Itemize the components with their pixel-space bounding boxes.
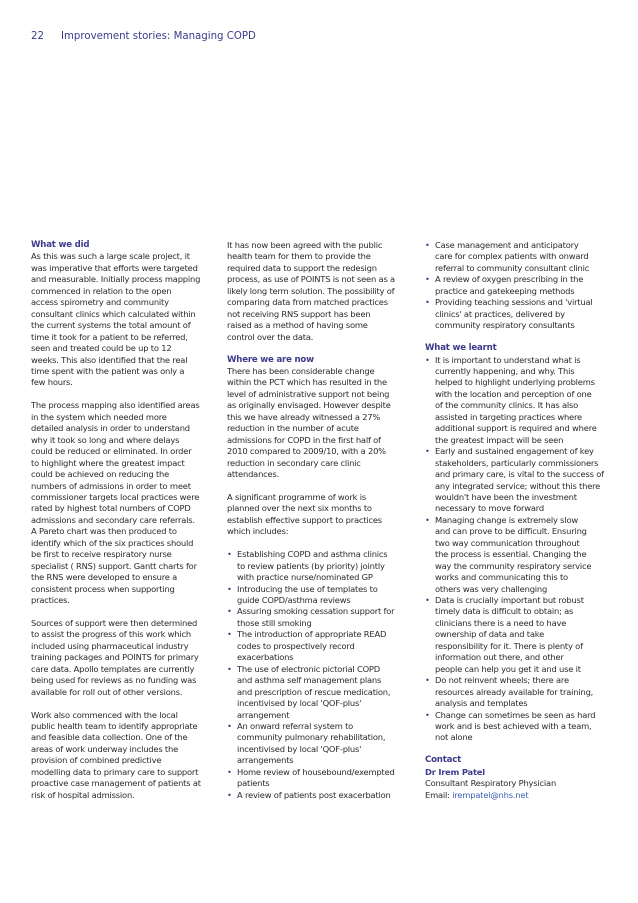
contact-block [425,755,613,801]
page-header [31,31,256,42]
section-heading-what-we-did: What we did [31,240,90,250]
paragraph: There has been considerable change within the PCT which has resulted in the level of administrative support not being as originally envisaged. However despite this we have already witnessed a 27% reduction in the number of acute admissions for COPD in the first half of 2010 compared to 2009/10, with a 20% reduction in secondary care clinic attendances. [227,365,391,480]
page-number: 22 [31,31,44,42]
paragraph: The process mapping also identified areas in the system which needed more detailed analysis in order to understand why it took so long and where delays could be reduced or eliminated. In order to highlight where the greatest impact could be achieved on reducing the numbers of admissions in order to meet commissioner targets local practices were rated by highest total numbers of COPD admissions and secondary care referrals. A Pareto chart was then produced to identify which of the six practices should be first to receive respiratory nurse specialist ( RNS) support. Gantt charts for the RNS were developed to ensure a consistent process when supporting practices. [31,400,200,606]
contact-role: Consultant Respiratory Physician [425,778,557,789]
list-item: • Early and sustained engagement of key stakeholders, particularly commissioners and primary care, is vital to the success of any integrated service; without this there wouldn't have been the investment necessary to move forward [425,446,613,515]
section-heading-what-we-learnt: What we learnt [425,343,497,354]
column-2 [227,240,412,801]
paragraph: Sources of support were then determined to assist the progress of this work which included using pharmaceutical industry training packages and POINTS for primary care data. Apollo templates are currently being used for reviews as no funding was available for roll out of other versions. [31,617,199,697]
list-item: • The use of electronic pictorial COPD and asthma self management plans and prescription of rescue medication, incentivised by local 'QOF-plus' arrangement [227,664,412,721]
lessons-list [425,355,613,744]
list-item: • A review of oxygen prescribing in the practice and gatekeeping methods [425,274,613,297]
paragraph: As this was such a large scale project, it was imperative that efforts were targeted and measurable. Initially process mapping commenced in relation to the open access spirometry and community consultant clinics which calculated within the current systems the total amount of time it took for a patient to be referred, seen and treated could be up to 12 weeks. This also identified that the real time spent with the patient was only a few hours. [31,251,201,388]
paragraph: A significant programme of work is planned over the next six months to establish effective support to practices which includes: [227,491,382,537]
list-item: • Assuring smoking cessation support for those still smoking [227,606,412,629]
list-item: • Managing change is extremely slow and can prove to be difficult. Ensuring two way communication throughout the process is essential. Changing the way the community respiratory service works and communicating this to others was very challenging [425,515,613,595]
page-title: Improvement stories: Managing COPD [61,31,256,42]
contact-name: Dr Irem Patel [425,766,485,777]
email-link[interactable]: irempatel@nhs.net [452,789,529,800]
section-heading-where-we-are-now: Where we are now [227,354,314,365]
list-item: • Providing teaching sessions and 'virtual clinics' at practices, delivered by community respiratory consultants [425,297,613,331]
list-item: • Introducing the use of templates to guide COPD/asthma reviews [227,584,412,607]
work-programme-list [227,549,412,801]
contact-heading: Contact [425,755,462,766]
list-item: • It is important to understand what is currently happening, and why. This helped to highlight underlying problems with the location and perception of one of the community clinics. It has also assisted in targeting practices where additional support is required and where the greatest impact will be seen [425,355,613,447]
list-item: • The introduction of appropriate READ codes to prospectively record exacerbations [227,629,412,663]
list-item: • Change can sometimes be seen as hard work and is best achieved with a team, not alone [425,710,613,744]
list-item: • Data is crucially important but robust timely data is difficult to obtain; as clinicians there is a need to have ownership of data and take responsibility for it. There is plenty of information out there, and other people can help you get it and use it [425,595,613,675]
list-item: • A review of patients post exacerbation [227,790,412,801]
list-item: • Do not reinvent wheels; there are resources already available for training, analysis and templates [425,675,613,709]
email-label: Email: [425,789,453,800]
paragraph: It has now been agreed with the public health team for them to provide the required data to support the redesign process, as use of POINTS is not seen as a likely long term solution. The possibility of comparing data from matched practices not receiving RNS support has been raised as a method of having some control over the data. [227,240,395,342]
contact-email-line [425,790,613,801]
list-item: • Home review of housebound/exempted patients [227,767,412,790]
list-item: • Case management and anticipatory care for complex patients with onward referral to community consultant clinic [425,240,613,274]
paragraph: Work also commenced with the local public health team to identify appropriate and feasible data collection. One of the areas of work underway includes the provision of combined predictive modelling data to primary care to support proactive case management of patients at risk of hospital admission. [31,709,201,800]
column-3 [425,240,613,801]
list-item: • An onward referral system to community pulmonary rehabilitation, incentivised by local 'QOF-plus' arrangements [227,721,412,767]
column-1 [31,240,218,801]
list-item: • Establishing COPD and asthma clinics to review patients (by priority) jointly with practice nurse/nominated GP [227,549,412,583]
work-programme-list-continued [425,240,613,332]
